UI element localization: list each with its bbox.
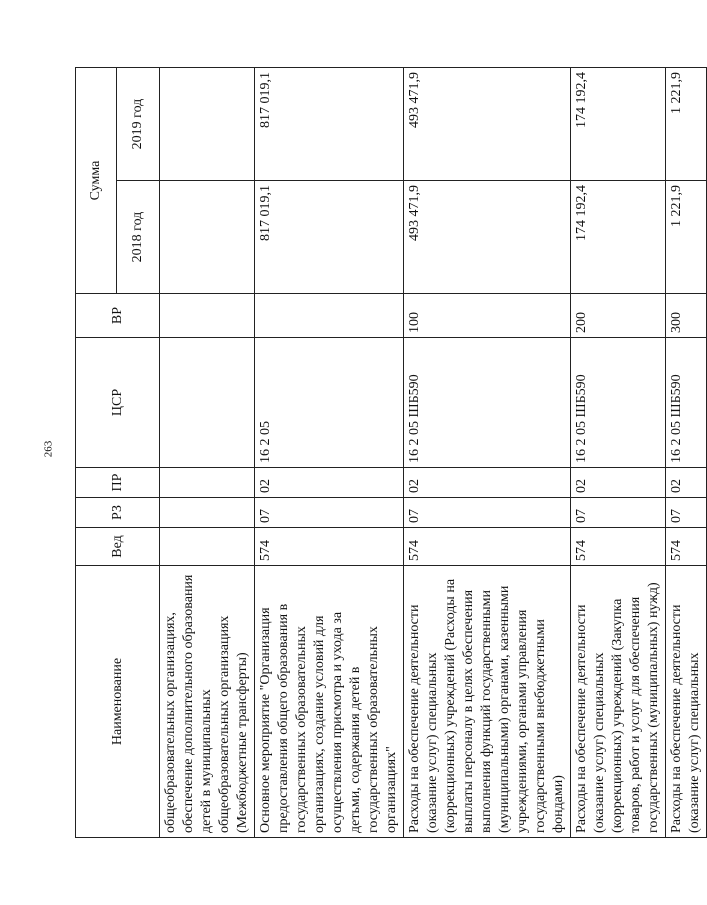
budget-table <box>75 67 707 838</box>
header-csr: ЦСР <box>76 338 160 468</box>
row-csr: 16 2 05 ШБ590 <box>666 338 707 468</box>
row-sum-2018 <box>160 181 255 294</box>
table-row <box>255 68 404 838</box>
row-ved: 574 <box>666 528 707 566</box>
row-vr <box>160 294 255 338</box>
row-sum-2018: 493 471,9 <box>404 181 571 294</box>
row-pr: 02 <box>404 468 571 498</box>
row-sum-2019: 1 221,9 <box>666 68 707 181</box>
header-vr: ВР <box>76 294 160 338</box>
header-pr: ПР <box>76 468 160 498</box>
row-vr: 200 <box>571 294 666 338</box>
budget-table-container <box>75 68 702 838</box>
row-sum-2019: 817 019,1 <box>255 68 404 181</box>
row-csr: 16 2 05 ШБ590 <box>571 338 666 468</box>
row-vr: 300 <box>666 294 707 338</box>
row-vr: 100 <box>404 294 571 338</box>
row-csr <box>160 338 255 468</box>
row-rz: 07 <box>571 498 666 528</box>
row-sum-2018: 1 221,9 <box>666 181 707 294</box>
row-name: Основное мероприятие "Организация предоставления общего образования в государственных образовательных организациях, создание условий для осуществления присмотра и ухода за детьми, содержания детей в государственных образовательных организациях" <box>255 566 404 838</box>
page-number: 263 <box>42 440 55 458</box>
table-row <box>571 68 666 838</box>
row-pr: 02 <box>255 468 404 498</box>
row-vr <box>255 294 404 338</box>
header-year-2018: 2018 год <box>117 181 160 294</box>
table-row <box>666 68 707 838</box>
row-rz: 07 <box>404 498 571 528</box>
row-ved: 574 <box>571 528 666 566</box>
row-name: Расходы на обеспечение деятельности (оказание услуг) специальных (коррекционных) учреждений (Закупка товаров, работ и услуг для обеспечения государственных (муниципальных) нужд) <box>571 566 666 838</box>
row-rz <box>160 498 255 528</box>
row-pr: 02 <box>571 468 666 498</box>
row-ved: 574 <box>255 528 404 566</box>
row-ved: 574 <box>404 528 571 566</box>
header-sum: Сумма <box>76 68 117 294</box>
row-sum-2019: 174 192,4 <box>571 68 666 181</box>
row-csr: 16 2 05 <box>255 338 404 468</box>
row-sum-2018: 817 019,1 <box>255 181 404 294</box>
row-sum-2019 <box>160 68 255 181</box>
row-pr <box>160 468 255 498</box>
table-row <box>160 68 255 838</box>
header-row <box>76 68 117 838</box>
row-rz: 07 <box>255 498 404 528</box>
row-sum-2019: 493 471,9 <box>404 68 571 181</box>
row-csr: 16 2 05 ШБ590 <box>404 338 571 468</box>
row-rz: 07 <box>666 498 707 528</box>
row-pr: 02 <box>666 468 707 498</box>
row-name: общеобразовательных организациях, обеспечение дополнительного образования детей в муниципальных общеобразовательных организациях (Межбюджетные трансферты) <box>160 566 255 838</box>
header-rz: РЗ <box>76 498 160 528</box>
header-year-2019: 2019 год <box>117 68 160 181</box>
header-name: Наименование <box>76 566 160 838</box>
row-sum-2018: 174 192,4 <box>571 181 666 294</box>
header-ved: Вед <box>76 528 160 566</box>
row-name: Расходы на обеспечение деятельности (оказание услуг) специальных (коррекционных) учреждений (Расходы на выплаты персоналу в целях обеспечения выполнения функций государственными (муниципальными) органами, казенными учреждениями, органами управления государственными внебюджетными фондами) <box>404 566 571 838</box>
row-ved <box>160 528 255 566</box>
row-name: Расходы на обеспечение деятельности (оказание услуг) специальных <box>666 566 707 838</box>
table-row <box>404 68 571 838</box>
